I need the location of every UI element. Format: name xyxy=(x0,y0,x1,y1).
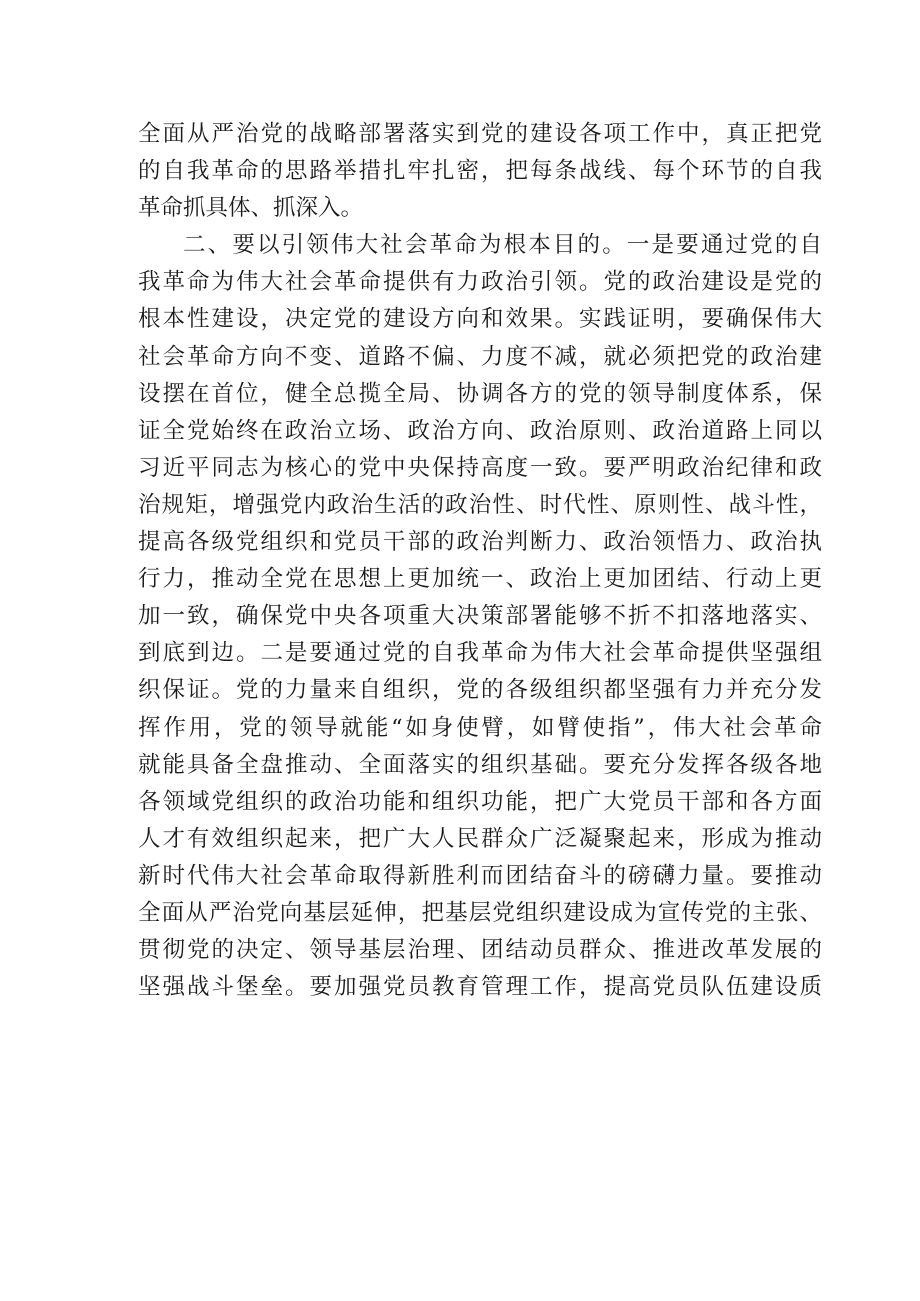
text-line: 贯彻党的决定、领导基层治理、团结动员群众、推进改革发展的 xyxy=(138,937,822,964)
text-line: 根本性建设，决定党的建设方向和效果。实践证明，要确保伟大 xyxy=(138,306,822,333)
text-line: 各领域党组织的政治功能和组织功能，把广大党员干部和各方面 xyxy=(138,788,822,815)
text-line: 新时代伟大社会革命取得新胜利而团结奋斗的磅礴力量。要推动 xyxy=(138,862,822,889)
text-line: 的自我革命的思路举措扎牢扎密，把每条战线、每个环节的自我 xyxy=(138,158,822,185)
text-line: 到底到边。二是要通过党的自我革命为伟大社会革命提供坚强组 xyxy=(138,640,822,667)
text-line: 挥作用，党的领导就能“如身使臂，如臂使指”，伟大社会革命 xyxy=(138,714,822,741)
text-line: 革命抓具体、抓深入。 xyxy=(138,195,364,222)
text-line: 全面从严治党的战略部署落实到党的建设各项工作中，真正把党 xyxy=(138,121,822,147)
text-line: 治规矩，增强党内政治生活的政治性、时代性、原则性、战斗性， xyxy=(138,491,822,518)
text-line: 就能具备全盘推动、全面落实的组织基础。要充分发挥各级各地 xyxy=(138,751,822,778)
text-line: 坚强战斗堡垒。要加强党员教育管理工作，提高党员队伍建设质 xyxy=(138,974,822,1001)
text-line: 全面从严治党向基层延伸，把基层党组织建设成为宣传党的主张、 xyxy=(138,899,822,926)
text-line: 行力，推动全党在思想上更加统一、政治上更加团结、行动上更 xyxy=(138,566,822,593)
body-text xyxy=(138,116,822,1006)
text-line: 社会革命方向不变、道路不偏、力度不减，就必须把党的政治建 xyxy=(138,343,822,370)
text-line: 提高各级党组织和党员干部的政治判断力、政治领悟力、政治执 xyxy=(138,529,822,556)
text-line: 我革命为伟大社会革命提供有力政治引领。党的政治建设是党的 xyxy=(138,269,822,296)
text-line: 织保证。党的力量来自组织，党的各级组织都坚强有力并充分发 xyxy=(138,677,822,704)
text-line: 人才有效组织起来，把广大人民群众广泛凝聚起来，形成为推动 xyxy=(138,825,822,852)
text-line: 习近平同志为核心的党中央保持高度一致。要严明政治纪律和政 xyxy=(138,454,822,481)
text-line: 加一致，确保党中央各项重大决策部署能够不折不扣落地落实、 xyxy=(138,603,822,630)
text-line: 设摆在首位，健全总揽全局、协调各方的党的领导制度体系，保 xyxy=(138,380,822,407)
text-line: 证全党始终在政治立场、政治方向、政治原则、政治道路上同以 xyxy=(138,417,822,444)
text-line: 二、要以引领伟大社会革命为根本目的。一是要通过党的自 xyxy=(183,232,822,259)
